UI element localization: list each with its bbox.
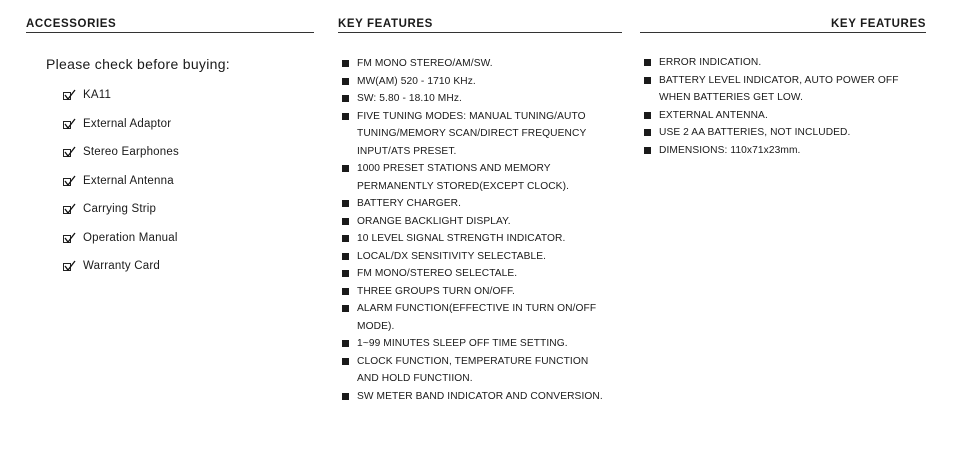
feature-text: INPUT/ATS PRESET. [357,145,457,157]
accessory-label: Carrying Strip [83,203,157,215]
square-bullet-icon [644,147,651,154]
feature-text: FM MONO/STEREO SELECTALE. [357,268,518,279]
feature-text: THREE GROUPS TURN ON/OFF. [357,285,515,297]
feature-text: 10 LEVEL SIGNAL STRENGTH INDICATOR. [357,233,566,244]
square-bullet-icon [342,113,349,120]
key-features-list-right [644,54,899,159]
checkbox-checked-icon [63,235,71,243]
accessory-label: Warranty Card [83,260,160,272]
checkbox-checked-icon [63,263,71,271]
feature-item [644,107,899,125]
feature-text: CLOCK FUNCTION, TEMPERATURE FUNCTION [357,355,589,367]
feature-text: SW METER BAND INDICATOR AND CONVERSION. [357,390,603,402]
accessory-label: Operation Manual [83,231,178,244]
square-bullet-icon [644,129,651,136]
feature-text: FM MONO STEREO/AM/SW. [357,58,493,69]
feature-item [342,55,603,73]
feature-item [342,265,603,283]
square-bullet-icon [342,218,349,225]
feature-item [342,73,603,91]
square-bullet-icon [342,288,349,295]
feature-item [644,72,899,107]
feature-text: EXTERNAL ANTENNA. [659,109,768,121]
square-bullet-icon [342,340,349,347]
accessory-label: External Adaptor [83,117,172,130]
feature-text: ERROR INDICATION. [659,57,762,68]
square-bullet-icon [342,60,349,67]
feature-item [342,283,603,301]
feature-text: DIMENSIONS: 110x71x23mm. [659,144,801,156]
square-bullet-icon [644,77,651,84]
feature-item [342,195,603,213]
feature-item [342,353,603,388]
square-bullet-icon [342,78,349,85]
square-bullet-icon [342,270,349,277]
feature-text: BATTERY CHARGER. [357,198,462,209]
feature-item [342,335,603,353]
feature-text: AND HOLD FUNCTIION. [357,373,473,384]
feature-item [342,230,603,248]
accessory-label: KA11 [83,89,112,101]
square-bullet-icon [342,358,349,365]
feature-item [342,300,603,335]
square-bullet-icon [342,253,349,260]
feature-text: WHEN BATTERIES GET LOW. [659,92,803,103]
checkbox-checked-icon [63,121,71,129]
feature-item [342,248,603,266]
feature-text: MODE). [357,320,395,332]
square-bullet-icon [342,165,349,172]
square-bullet-icon [342,235,349,242]
square-bullet-icon [644,112,651,119]
key-features-heading-right: KEY FEATURES [640,17,926,33]
accessories-heading: ACCESSORIES [26,17,314,33]
square-bullet-icon [644,59,651,66]
key-features-list-left [342,55,603,405]
accessory-label: Stereo Earphones [83,146,179,158]
feature-text: PERMANENTLY STORED(EXCEPT CLOCK). [357,180,569,192]
feature-text: 1000 PRESET STATIONS AND MEMORY [357,163,551,174]
feature-text: LOCAL/DX SENSITIVITY SELECTABLE. [357,250,547,262]
feature-text: TUNING/MEMORY SCAN/DIRECT FREQUENCY [357,128,587,139]
accessories-intro: Please check before buying: [46,56,230,72]
feature-text: MW(AM) 520 - 1710 KHz. [357,75,476,87]
feature-text: SW: 5.80 - 18.10 MHz. [357,93,462,104]
feature-text: ORANGE BACKLIGHT DISPLAY. [357,215,511,227]
feature-text: ALARM FUNCTION(EFFECTIVE IN TURN ON/OFF [357,303,597,314]
square-bullet-icon [342,200,349,207]
feature-item [342,90,603,108]
square-bullet-icon [342,95,349,102]
checkbox-checked-icon [63,92,71,100]
feature-item [644,54,899,72]
feature-item [342,160,603,195]
square-bullet-icon [342,393,349,400]
feature-item [644,142,899,160]
feature-text: BATTERY LEVEL INDICATOR, AUTO POWER OFF [659,74,899,86]
square-bullet-icon [342,305,349,312]
checkbox-checked-icon [63,149,71,157]
feature-item [342,213,603,231]
feature-text: FIVE TUNING MODES: MANUAL TUNING/AUTO [357,110,586,122]
checkbox-checked-icon [63,178,71,186]
feature-text: USE 2 AA BATTERIES, NOT INCLUDED. [659,127,851,138]
feature-text: 1~99 MINUTES SLEEP OFF TIME SETTING. [357,338,568,349]
feature-item [644,124,899,142]
feature-item [342,108,603,161]
checkbox-checked-icon [63,206,71,214]
accessory-label: External Antenna [83,174,174,187]
feature-item [342,388,603,406]
key-features-heading-left: KEY FEATURES [338,17,622,33]
